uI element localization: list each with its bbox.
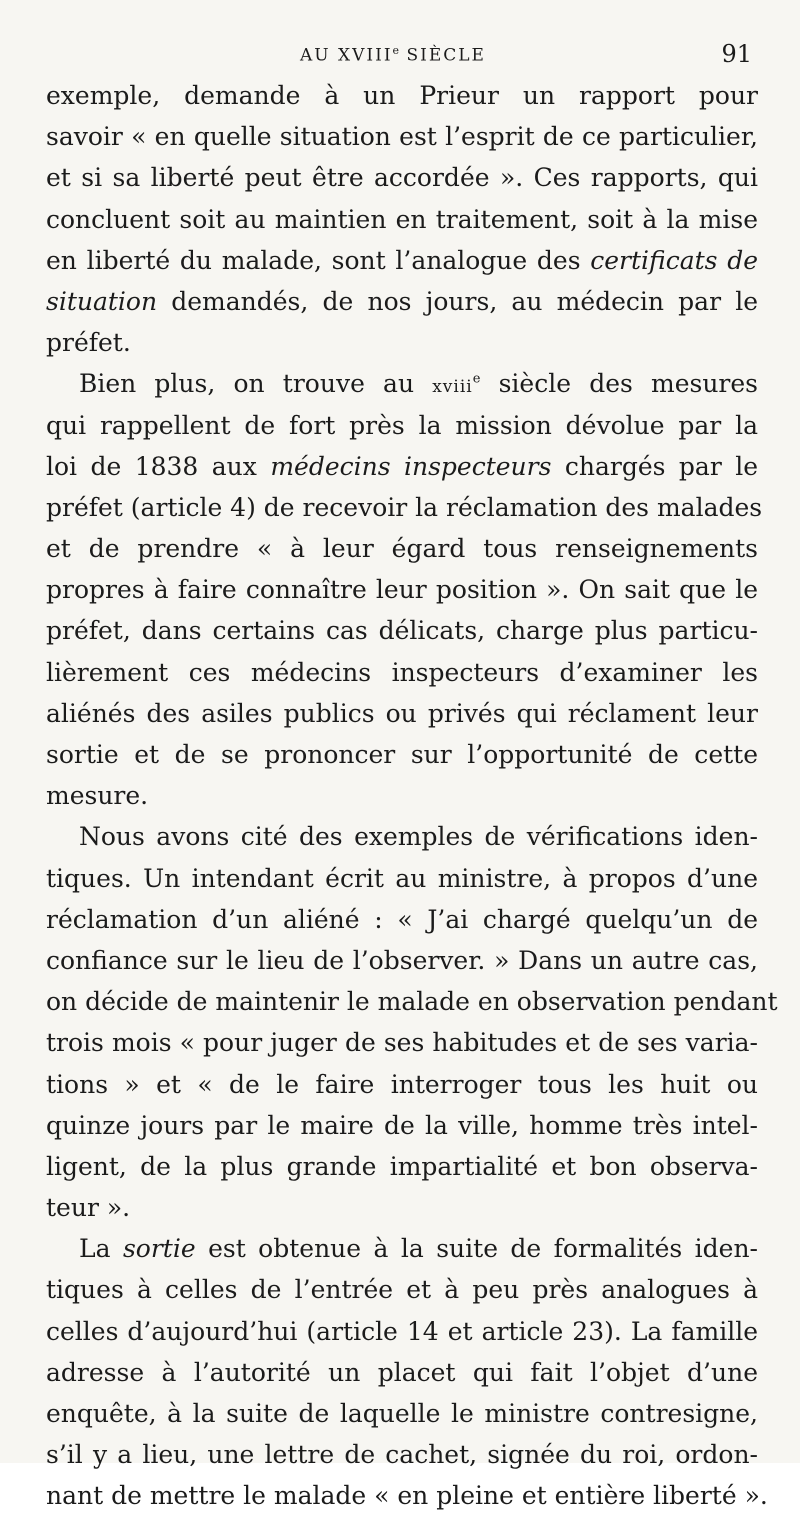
small-caps-century: xviii xyxy=(432,377,473,398)
text-line xyxy=(46,240,758,281)
text-line: préfet (article 4) de recevoir la réclamation des malades xyxy=(46,492,763,522)
text-line: savoir « en quelle situation est l’esprit de ce particulier, xyxy=(46,122,758,152)
text-line: celles d’aujourd’hui (article 14 et article 23). La famille xyxy=(46,1316,758,1346)
text-line: enquête, à la suite de laquelle le ministre contresigne, xyxy=(46,1399,758,1428)
text-line: teur ». xyxy=(46,1193,131,1223)
text-run: siècle des mesures xyxy=(480,369,758,399)
text-line: réclamation d’un aliéné : « J’ai chargé quelqu’un de xyxy=(46,904,758,934)
paragraph-start-line xyxy=(46,1228,758,1269)
italic-term: situation xyxy=(46,286,158,316)
page-number: 91 xyxy=(721,40,752,68)
page-header xyxy=(0,34,800,74)
text-run: en liberté du malade, sont l’analogue des xyxy=(46,245,591,275)
text-line: confiance sur le lieu de l’observer. » Dans un autre cas, xyxy=(46,945,758,975)
text-line: quinze jours par le maire de la ville, homme très intel- xyxy=(46,1110,758,1140)
text-run: est obtenue à la suite de formalités iden- xyxy=(195,1234,758,1264)
text-line: exemple, demande à un Prieur un rapport pour xyxy=(46,81,758,110)
text-line: tiques. Un intendant écrit au ministre, à propos d’une xyxy=(46,863,758,893)
running-head-superscript: e xyxy=(392,44,400,57)
paragraph-start-line xyxy=(46,363,758,404)
running-head-tail: SIÈCLE xyxy=(399,45,486,66)
text-line: trois mois « pour juger de ses habitudes et de ses varia- xyxy=(46,1028,758,1058)
text-line xyxy=(46,446,758,487)
text-run: demandés, de nos jours, au médecin par le xyxy=(157,286,758,316)
superscript: e xyxy=(472,371,481,387)
text-run: Bien plus, on trouve au xyxy=(79,369,433,399)
text-line: tions » et « de le faire interroger tous les huit ou xyxy=(46,1069,758,1099)
italic-term: médecins inspecteurs xyxy=(270,451,552,481)
text-run: loi de 1838 aux xyxy=(46,451,271,481)
text-line: lièrement ces médecins inspecteurs d’examiner les xyxy=(46,657,758,687)
text-line: et si sa liberté peut être accordée ». Ces rapports, qui xyxy=(46,163,758,193)
text-line: qui rappellent de fort près la mission dévolue par la xyxy=(46,410,758,440)
body-text xyxy=(46,75,778,1517)
text-line: adresse à l’autorité un placet qui fait l’objet d’une xyxy=(46,1357,758,1387)
text-line: et de prendre « à leur égard tous renseignements xyxy=(46,534,758,564)
running-head-text: AU XVIII xyxy=(300,45,393,66)
text-line: s’il y a lieu, une lettre de cachet, signée du roi, ordon- xyxy=(46,1440,758,1470)
text-run: chargés par le xyxy=(551,451,759,481)
text-line: aliénés des asiles publics ou privés qui réclament leur xyxy=(46,698,758,728)
text-line: nant de mettre le malade « en pleine et entière liberté ». xyxy=(46,1481,768,1511)
text-line: propres à faire connaître leur position ». On sait que le xyxy=(46,575,758,605)
text-line xyxy=(46,281,758,322)
text-line: mesure. xyxy=(46,781,149,811)
text-line: ligent, de la plus grande impartialité et bon observa- xyxy=(46,1151,758,1181)
italic-term: sortie xyxy=(122,1234,196,1264)
text-run: La xyxy=(79,1234,123,1264)
text-line: concluent soit au maintien en traitement, soit à la mise xyxy=(46,204,758,234)
italic-term: certificats de xyxy=(590,245,759,275)
text-line: sortie et de se prononcer sur l’opportunité de cette xyxy=(46,740,758,769)
text-line: préfet, dans certains cas délicats, charge plus particu- xyxy=(46,616,758,646)
text-line: préfet. xyxy=(46,328,131,358)
text-line: tiques à celles de l’entrée et à peu près analogues à xyxy=(46,1275,758,1305)
running-head xyxy=(300,44,486,66)
text-line: on décide de maintenir le malade en observation pendant xyxy=(46,987,778,1017)
paragraph-start-line: Nous avons cité des exemples de vérifications iden- xyxy=(79,822,758,852)
